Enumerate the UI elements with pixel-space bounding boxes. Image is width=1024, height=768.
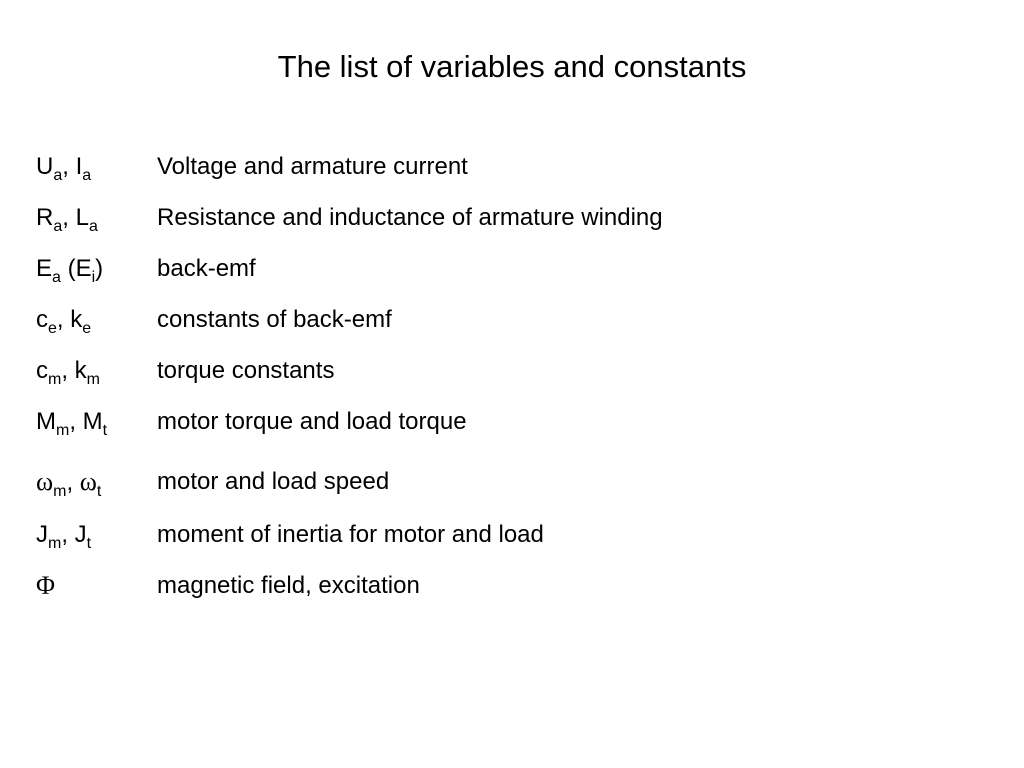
symbol-text: E xyxy=(36,255,53,282)
variable-symbol xyxy=(36,305,91,338)
variable-row xyxy=(0,407,1024,447)
slide-title: The list of variables and constants xyxy=(277,49,747,84)
variable-row xyxy=(0,203,1024,243)
variable-row xyxy=(0,571,1024,611)
variable-description: moment of inertia for motor and load xyxy=(157,521,544,548)
symbol-text: R xyxy=(36,204,54,231)
variable-symbol xyxy=(36,407,107,440)
symbol-subscript: e xyxy=(82,320,92,337)
symbol-subscript: a xyxy=(53,218,63,235)
variable-description: magnetic field, excitation xyxy=(157,572,420,599)
symbol-subscript: i xyxy=(91,269,96,286)
symbol-subscript: t xyxy=(86,535,92,552)
symbol-subscript: a xyxy=(82,167,92,184)
symbol-text: ω xyxy=(79,467,97,496)
symbol-text: U xyxy=(36,153,54,180)
variable-description: back-emf xyxy=(157,255,256,282)
symbol-subscript: t xyxy=(102,422,108,439)
variable-symbol xyxy=(36,520,91,553)
variable-symbol xyxy=(36,356,100,389)
variable-description: torque constants xyxy=(157,357,335,384)
symbol-text: ω xyxy=(36,467,54,496)
symbol-text: , J xyxy=(61,521,87,548)
symbol-text: , I xyxy=(62,153,83,180)
symbol-text: , L xyxy=(62,204,89,231)
variable-row xyxy=(0,520,1024,560)
symbol-text: ) xyxy=(95,255,104,282)
variable-row xyxy=(0,305,1024,345)
symbol-subscript: m xyxy=(48,535,62,552)
variable-description: constants of back-emf xyxy=(157,306,392,333)
symbol-subscript: a xyxy=(88,218,98,235)
variable-row xyxy=(0,254,1024,294)
symbol-subscript: t xyxy=(96,483,102,500)
variable-symbol xyxy=(36,467,101,501)
symbol-subscript: e xyxy=(48,320,57,337)
symbol-subscript: m xyxy=(53,483,67,500)
symbol-subscript: m xyxy=(48,371,62,388)
variable-symbol xyxy=(36,571,55,602)
variable-row xyxy=(0,356,1024,396)
symbol-subscript: a xyxy=(53,167,63,184)
variable-description: Resistance and inductance of armature winding xyxy=(157,204,663,231)
variable-description: Voltage and armature current xyxy=(157,153,468,180)
symbol-text: Φ xyxy=(36,571,56,600)
variable-description: motor and load speed xyxy=(157,468,390,495)
variable-description: motor torque and load torque xyxy=(157,408,467,435)
symbol-text: M xyxy=(36,408,56,435)
symbol-text: , k xyxy=(61,357,87,384)
symbol-subscript: m xyxy=(56,422,70,439)
variable-symbol xyxy=(36,254,103,287)
variable-symbol xyxy=(36,203,98,236)
symbol-text: , xyxy=(66,469,80,496)
variable-row xyxy=(0,467,1024,507)
symbol-text: , M xyxy=(69,408,103,435)
symbol-text: c xyxy=(36,357,48,384)
variable-row xyxy=(0,152,1024,192)
symbol-text: , k xyxy=(56,306,83,333)
variable-symbol xyxy=(36,152,91,185)
symbol-text: c xyxy=(36,306,48,333)
symbol-subscript: m xyxy=(86,371,100,388)
symbol-text: J xyxy=(36,521,48,548)
symbol-text: (E xyxy=(60,255,92,282)
symbol-subscript: a xyxy=(52,269,61,286)
